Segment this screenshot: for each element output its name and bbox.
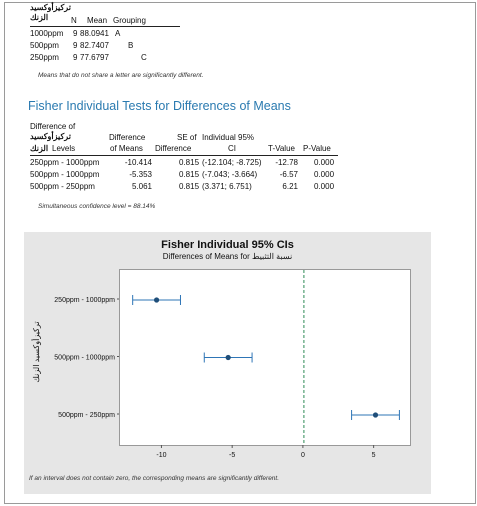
grouping-factor-label: تركيزأوكسيد — [30, 3, 71, 12]
grouping-col-mean: Mean — [87, 16, 108, 25]
grouping-note: Means that do not share a letter are significantly different. — [38, 72, 204, 79]
fisher-h-factor2: الزنك — [30, 144, 49, 153]
grouping-factor-label2: الزنك — [30, 13, 49, 22]
grouping-mean: 82.7407 — [80, 41, 109, 50]
fisher-h-diff-of: Difference of — [30, 122, 76, 131]
fisher-h-difference: Difference — [109, 133, 146, 142]
grouping-letter: A — [115, 29, 121, 38]
fisher-levels: 500ppm - 1000ppm — [30, 170, 100, 179]
interval-chart-panel — [24, 232, 431, 494]
fisher-ci: (-7.043; -3.664) — [202, 170, 258, 179]
fisher-h-factor: تركيزأوكسيد — [30, 132, 71, 141]
x-tick-label: -10 — [156, 452, 167, 459]
x-tick-label: -5 — [229, 452, 236, 459]
x-tick-label: 5 — [371, 452, 376, 459]
grouping-col-grouping: Grouping — [113, 16, 146, 25]
grouping-header-rule — [30, 26, 180, 27]
x-tick-label: 0 — [300, 452, 305, 459]
fisher-se: 0.815 — [179, 182, 200, 191]
fisher-diff: -10.414 — [124, 158, 152, 167]
fisher-p: 0.000 — [314, 182, 335, 191]
grouping-letter: B — [128, 41, 134, 50]
grouping-mean: 88.0941 — [80, 29, 109, 38]
chart-footnote: If an interval does not contain zero, the corresponding means are significantly different. — [29, 475, 280, 482]
fisher-se: 0.815 — [179, 158, 200, 167]
grouping-mean: 77.6797 — [80, 53, 109, 62]
grouping-level: 250ppm — [30, 53, 59, 62]
fisher-diff: -5.353 — [129, 170, 152, 179]
fisher-h-t: T-Value — [268, 144, 295, 153]
fisher-levels: 250ppm - 1000ppm — [30, 158, 100, 167]
fisher-header-rule — [30, 155, 338, 156]
fisher-section-title: Fisher Individual Tests for Differences of Means — [28, 99, 291, 113]
fisher-h-levels: Levels — [52, 144, 76, 153]
grouping-n: 9 — [73, 53, 78, 62]
category-tick-label: 500ppm - 1000ppm — [54, 354, 115, 362]
axis-labels-svg — [24, 232, 431, 494]
grouping-n: 9 — [73, 29, 78, 38]
fisher-confidence-note: Simultaneous confidence level = 88.14% — [38, 203, 156, 210]
fisher-levels: 500ppm - 250ppm — [30, 182, 95, 191]
fisher-h-p: P-Value — [303, 144, 331, 153]
fisher-h-se2: Difference — [155, 144, 192, 153]
fisher-ci: (3.371; 6.751) — [202, 182, 252, 191]
fisher-t: 6.21 — [282, 182, 298, 191]
category-tick-label: 500ppm - 250ppm — [58, 412, 115, 419]
fisher-h-ci2: CI — [228, 144, 236, 153]
chart-title: Fisher Individual 95% CIs — [161, 239, 294, 251]
fisher-t: -12.78 — [275, 158, 298, 167]
fisher-diff: 5.061 — [131, 182, 152, 191]
fisher-se: 0.815 — [179, 170, 200, 179]
grouping-n: 9 — [73, 41, 78, 50]
grouping-level: 1000ppm — [30, 29, 64, 38]
fisher-t: -6.57 — [279, 170, 298, 179]
grouping-level: 500ppm — [30, 41, 59, 50]
fisher-h-se: SE of — [177, 133, 197, 142]
fisher-h-ci: Individual 95% — [202, 133, 255, 142]
fisher-p: 0.000 — [314, 170, 335, 179]
chart-ylabel: تركيزأوكسيد الزنك — [32, 321, 41, 383]
category-tick-label: 250ppm - 1000ppm — [54, 297, 115, 304]
fisher-h-of-means: of Means — [110, 144, 143, 153]
grouping-letter: C — [141, 53, 147, 62]
fisher-ci: (-12.104; -8.725) — [202, 158, 262, 167]
fisher-p: 0.000 — [314, 158, 335, 167]
grouping-col-n: N — [71, 16, 77, 25]
chart-subtitle: Differences of Means for نسبة التثبيط — [162, 252, 293, 261]
